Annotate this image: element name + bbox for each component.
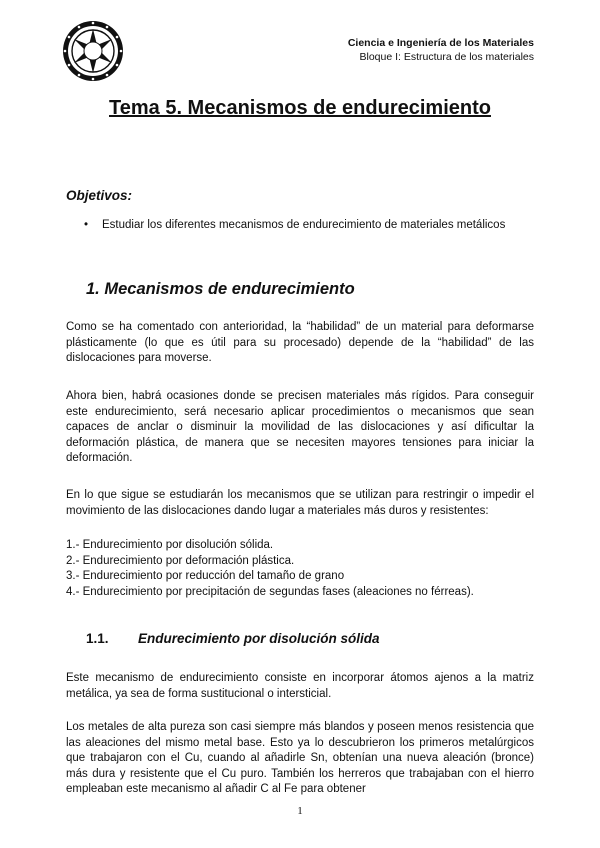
course-title: Ciencia e Ingeniería de los Materiales — [347, 37, 534, 49]
list-item: 3.- Endurecimiento por reducción del tamaño de grano — [66, 570, 345, 582]
page-title: Tema 5. Mecanismos de endurecimiento — [109, 97, 491, 119]
section-1-1-heading — [86, 631, 380, 646]
list-item: 2.- Endurecimiento por deformación plástica. — [66, 554, 295, 567]
paragraph-2: Ahora bien, habrá ocasiones donde se precisen materiales más rígidos. Para conseguir este endurecimiento, será necesario aplicar procedimientos o mecanismos que sean capaces de anclar o disminuir la movilidad de las dislocaciones y así dificultar la deformación plástica, de manera que se necesiten mayores tensiones para iniciar la deformación. — [66, 390, 534, 464]
page-number: 1 — [297, 805, 303, 817]
block-subtitle: Bloque I: Estructura de los materiales — [359, 51, 534, 63]
paragraph-4: Este mecanismo de endurecimiento consiste en incorporar átomos ajenos a la matriz metálica, ya sea de forma sustitucional o intersticial. — [66, 672, 534, 700]
paragraph-3: En lo que sigue se estudiarán los mecanismos que se utilizan para restringir o impedir el movimiento de las dislocaciones dando lugar a materiales más duros y resistentes: — [66, 489, 534, 517]
objectives-heading: Objetivos: — [66, 188, 133, 203]
list-item: 4.- Endurecimiento por precipitación de segundas fases (aleaciones no férreas). — [66, 585, 474, 598]
objective-text: Estudiar los diferentes mecanismos de endurecimiento de materiales metálicos — [102, 219, 506, 231]
list-item: 1.- Endurecimiento por disolución sólida. — [66, 539, 274, 551]
paragraph-5: Los metales de alta pureza son casi siempre más blandos y poseen menos resistencia que las aleaciones del mismo metal base. Esto ya lo descubrieron los primeros metalúrgicos que trabajaron con el Cu, cuando al añadirle Sn, obtenían una nueva aleación (bronce) más dura y resistente que el Cu puro. También los herreros que trabajaban con el hierro empleaban este mecanismo al añadir C al Fe para obtener — [66, 721, 534, 795]
running-header — [348, 36, 534, 64]
mechanisms-list — [66, 538, 474, 600]
objective-item — [84, 219, 505, 231]
university-seal-logo — [62, 20, 124, 82]
bullet-icon: • — [84, 219, 89, 231]
section-1-heading: 1. Mecanismos de endurecimiento — [86, 280, 355, 298]
section-title: Endurecimiento por disolución sólida — [138, 631, 380, 646]
section-number: 1.1. — [86, 631, 109, 646]
paragraph-1: Como se ha comentado con anterioridad, la “habilidad” de un material para deformarse plásticamente (lo que es útil para su procesado) depende de la “habilidad” de las dislocaciones para moverse. — [66, 321, 534, 364]
